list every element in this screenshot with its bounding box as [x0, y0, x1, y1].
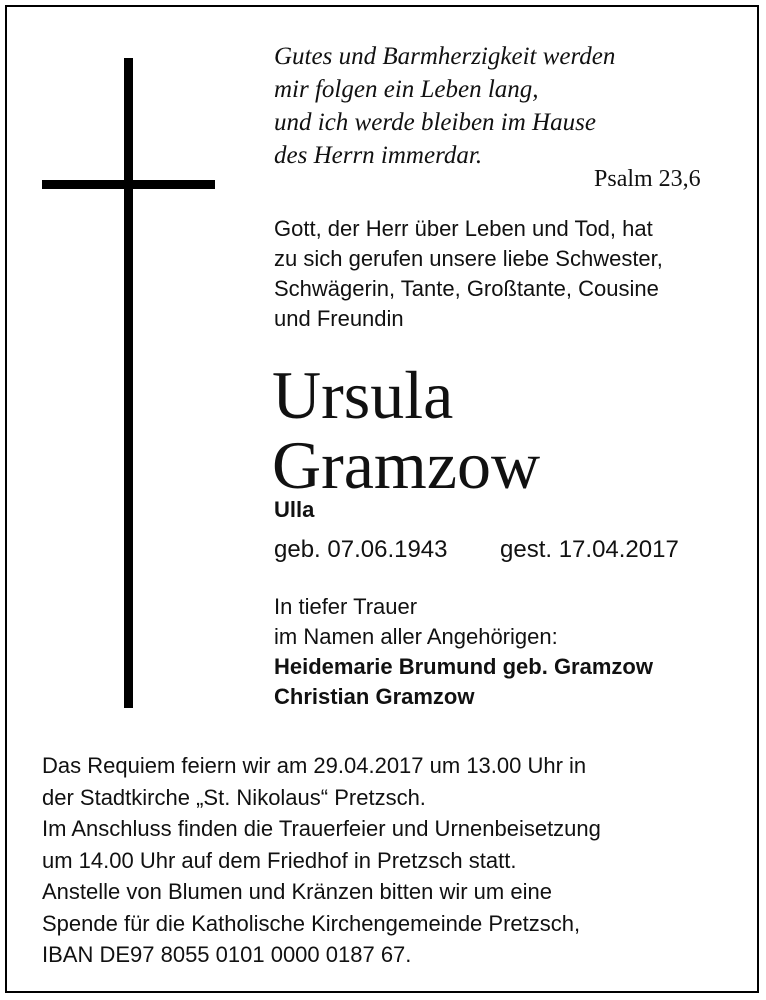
service-line: Im Anschluss finden die Trauerfeier und Urnenbeisetzung	[42, 816, 601, 841]
announcement-line: und Freundin	[274, 306, 404, 331]
service-information	[42, 750, 742, 971]
mourners-block	[274, 592, 653, 712]
cross-horizontal-bar	[42, 180, 215, 189]
verse-line: mir folgen ein Leben lang,	[274, 76, 539, 103]
verse-line: Gutes und Barmherzigkeit werden	[274, 43, 616, 70]
service-line: Spende für die Katholische Kirchengemeinde Pretzsch,	[42, 910, 581, 936]
verse-line: und ich werde bleiben im Hause	[274, 109, 596, 136]
announcement-text	[274, 214, 744, 334]
announcement-line: Gott, der Herr über Leben und Tod, hat	[274, 216, 653, 241]
mourning-line: In tiefer Trauer	[274, 594, 418, 619]
verse-line: des Herrn immerdar.	[274, 142, 483, 169]
life-dates	[274, 536, 679, 564]
cross-vertical-bar	[124, 58, 133, 708]
verse-reference: Psalm 23,6	[594, 166, 701, 192]
last-name: Gramzow	[272, 427, 541, 503]
service-line: IBAN DE97 8055 0101 0000 0187 67.	[42, 942, 412, 967]
service-line: der Stadtkirche „St. Nikolaus“ Pretzsch.	[42, 784, 426, 810]
announcement-line: zu sich gerufen unsere liebe Schwester,	[274, 246, 663, 271]
first-name: Ursula	[272, 357, 454, 433]
nickname: Ulla	[274, 497, 315, 522]
bible-verse	[274, 40, 734, 172]
service-line: um 14.00 Uhr auf dem Friedhof in Pretzsch statt.	[42, 847, 517, 873]
service-line: Das Requiem feiern wir am 29.04.2017 um 13.00 Uhr in	[42, 753, 587, 778]
mourner-name: Christian Gramzow	[274, 684, 475, 709]
mourner-name: Heidemarie Brumund geb. Gramzow	[274, 654, 653, 679]
deceased-name	[272, 357, 541, 503]
death-date: gest. 17.04.2017	[500, 536, 679, 563]
birth-date: geb. 07.06.1943	[274, 536, 448, 563]
mourning-line: im Namen aller Angehörigen:	[274, 624, 558, 649]
announcement-line: Schwägerin, Tante, Großtante, Cousine	[274, 276, 659, 301]
service-line: Anstelle von Blumen und Kränzen bitten wir um eine	[42, 879, 552, 904]
